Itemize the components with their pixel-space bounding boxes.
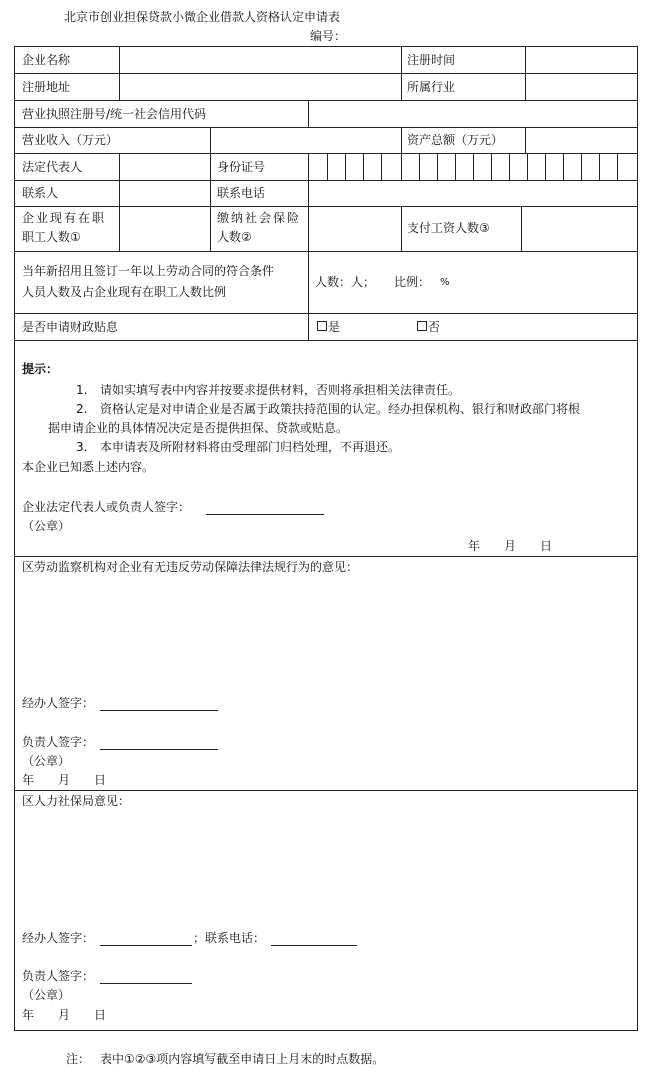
legal-rep-signature-label: 企业法定代表人或负责人签字：: [22, 500, 191, 514]
notice-date-label: 年 月 日: [468, 539, 553, 553]
no-label: 否: [428, 320, 441, 334]
id-number-label: 身份证号: [217, 160, 266, 174]
yes-checkbox[interactable]: [317, 321, 327, 331]
legal-rep-signature-line[interactable]: [206, 514, 324, 515]
notice-item3: 本申请表及所附材料将由受理部门归档处理，不再退还。: [100, 440, 401, 454]
notice-heading: 提示：: [22, 362, 59, 376]
form-title: 北京市创业担保贷款小微企业借款人资格认定申请表: [64, 10, 341, 24]
labor-date-label: 年 月 日: [22, 773, 107, 787]
no-checkbox[interactable]: [417, 321, 427, 331]
labor-manager-signature-label: 负责人签字：: [22, 735, 95, 749]
social-insurance-label-line1: 缴纳社会保险: [217, 211, 302, 225]
notice-item2-number: 2.: [76, 402, 88, 416]
new-hire-label-line2: 人员人数及占企业现有在职工人数比例: [22, 285, 227, 299]
ratio-label: 比例：: [394, 275, 431, 289]
notice-seal-label: （公章）: [22, 519, 71, 533]
hr-seal-label: （公章）: [22, 988, 71, 1002]
company-name-label: 企业名称: [22, 53, 71, 67]
labor-section-title: 区劳动监察机构对企业有无违反劳动保障法律法规行为的意见：: [22, 560, 359, 574]
wage-count-label: 支付工资人数③: [407, 221, 490, 235]
footnote-label: 注：: [66, 1052, 91, 1066]
hr-handler-signature-line[interactable]: [100, 945, 192, 946]
headcount-label: 人数：人；: [315, 275, 376, 289]
labor-handler-signature-label: 经办人签字：: [22, 696, 95, 710]
industry-label: 所属行业: [407, 80, 456, 94]
notice-item1: 请如实填写表中内容并按要求提供材料，否则将承担相关法律责任。: [100, 383, 461, 397]
acknowledge-text: 本企业已知悉上述内容。: [22, 460, 155, 474]
serial-number-label: 编号：: [310, 29, 347, 43]
labor-manager-signature-line[interactable]: [100, 749, 218, 750]
registered-address-label: 注册地址: [22, 80, 71, 94]
hr-manager-signature-label: 负责人签字：: [22, 969, 95, 983]
revenue-label: 营业收入（万元）: [22, 133, 119, 147]
yes-label: 是: [328, 320, 341, 334]
employees-label-line1: 企业现有在职: [22, 211, 107, 225]
contact-phone-label: 联系电话: [217, 186, 266, 200]
hr-phone-line[interactable]: [271, 945, 357, 946]
registration-time-label: 注册时间: [407, 53, 456, 67]
legal-representative-label: 法定代表人: [22, 160, 83, 174]
subsidy-question-label: 是否申请财政贴息: [22, 320, 119, 334]
hr-phone-label: ；联系电话：: [193, 931, 266, 945]
labor-seal-label: （公章）: [22, 754, 71, 768]
hr-handler-signature-label: 经办人签字：: [22, 931, 95, 945]
footnote-text: 表中①②③项内容填写截至申请日上月末的时点数据。: [100, 1052, 385, 1066]
notice-item2-line1: 资格认定是对申请企业是否属于政策扶持范围的认定。经办担保机构、银行和财政部门将根: [100, 402, 581, 416]
hr-manager-signature-line[interactable]: [100, 983, 192, 984]
new-hire-label-line1: 当年新招用且签订一年以上劳动合同的符合条件: [22, 264, 275, 278]
percent-sign: %: [440, 277, 450, 288]
notice-item2-line2: 据申请企业的具体情况决定是否提供担保、贷款或贴息。: [48, 421, 349, 435]
total-assets-label: 资产总额（万元）: [407, 133, 504, 147]
notice-item3-number: 3.: [76, 440, 88, 454]
hr-section-title: 区人力社保局意见：: [22, 794, 131, 808]
notice-item1-number: 1.: [76, 383, 88, 397]
employees-label-line2: 职工人数①: [22, 230, 81, 244]
social-insurance-label-line2: 人数②: [217, 230, 252, 244]
contact-person-label: 联系人: [22, 186, 59, 200]
labor-handler-signature-line[interactable]: [100, 710, 218, 711]
license-number-label: 营业执照注册号/统一社会信用代码: [22, 107, 207, 121]
hr-date-label: 年 月 日: [22, 1008, 107, 1022]
